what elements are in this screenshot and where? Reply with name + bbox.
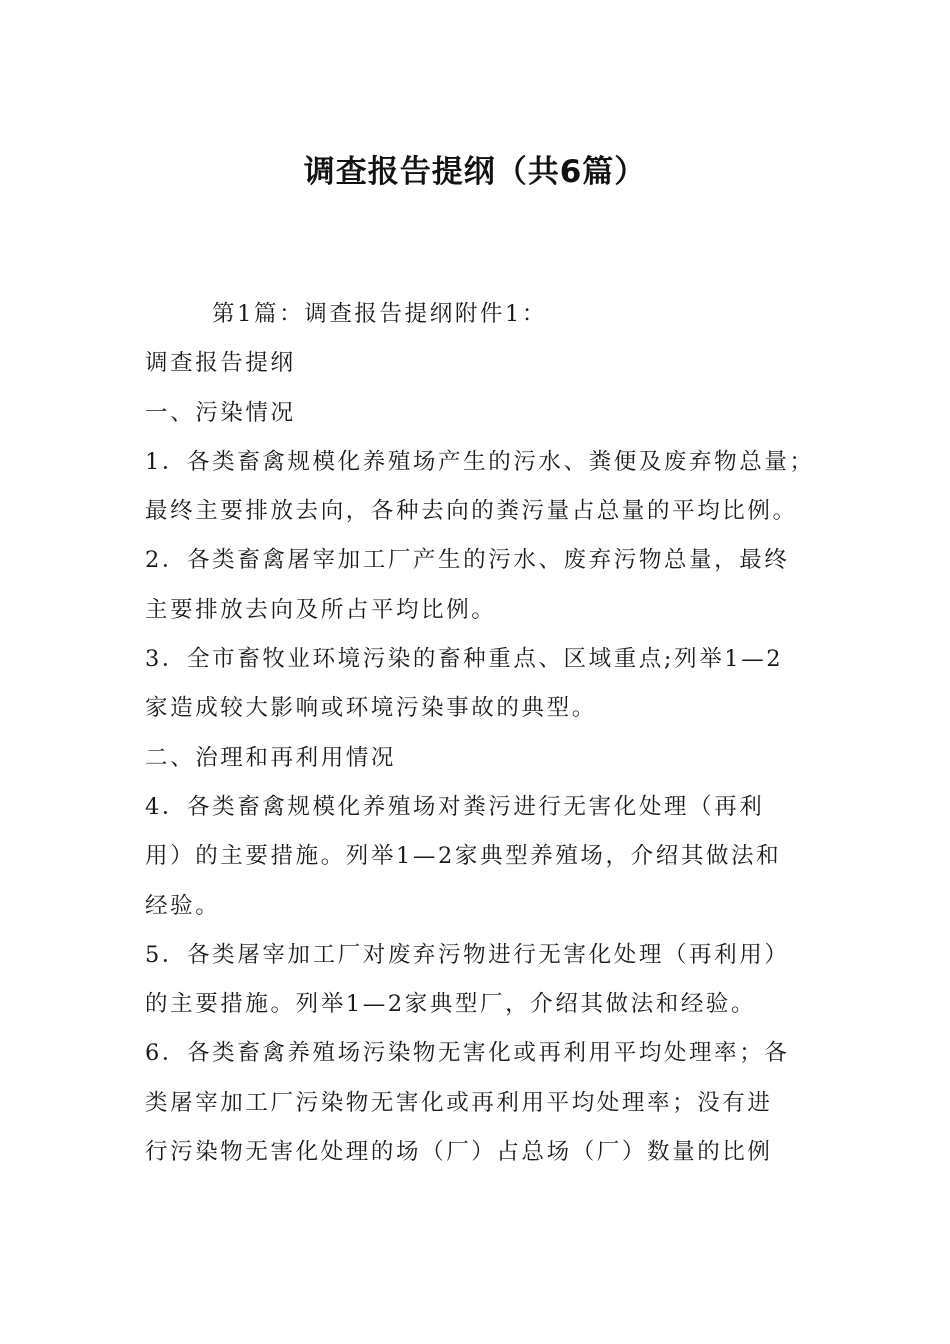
paragraph-line: 用）的主要措施。列举1—2家典型养殖场，介绍其做法和 — [145, 843, 782, 870]
paragraph-line: 的主要措施。列举1—2家典型厂，介绍其做法和经验。 — [145, 991, 757, 1018]
paragraph-line: 4．各类畜禽规模化养殖场对粪污进行无害化处理（再利 — [145, 793, 765, 820]
paragraph-line: 家造成较大影响或环境污染事故的典型。 — [145, 695, 597, 722]
paragraph-line: 5．各类屠宰加工厂对废弃污物进行无害化处理（再利用） — [145, 941, 790, 968]
paragraph-line: 2．各类畜禽屠宰加工厂产生的污水、废弃污物总量，最终 — [145, 547, 790, 574]
outline-title: 调查报告提纲 — [145, 350, 296, 377]
paragraph-line: 经验。 — [145, 892, 221, 919]
document-title: 调查报告提纲（共6篇） — [303, 154, 647, 190]
paragraph-line: 6．各类畜禽养殖场污染物无害化或再利用平均处理率；各 — [145, 1040, 790, 1067]
document-body — [145, 290, 835, 1177]
paragraph-line: 主要排放去向及所占平均比例。 — [145, 596, 497, 623]
paragraph-line: 类屠宰加工厂污染物无害化或再利用平均处理率；没有进 — [145, 1089, 773, 1116]
paragraph-line: 1．各类畜禽规模化养殖场产生的污水、粪便及废弃物总量； — [145, 448, 815, 475]
section-heading-treatment: 二、治理和再利用情况 — [145, 744, 397, 771]
paragraph-line: 行污染物无害化处理的场（厂）占总场（厂）数量的比例 — [145, 1139, 773, 1166]
paragraph-line: 最终主要排放去向，各种去向的粪污量占总量的平均比例。 — [145, 498, 798, 525]
section-heading-part-1: 第1篇：调查报告提纲附件1： — [212, 301, 548, 327]
paragraph-line: 3．全市畜牧业环境污染的畜种重点、区域重点;列举1—2 — [145, 646, 784, 673]
section-heading-pollution: 一、污染情况 — [145, 399, 296, 426]
